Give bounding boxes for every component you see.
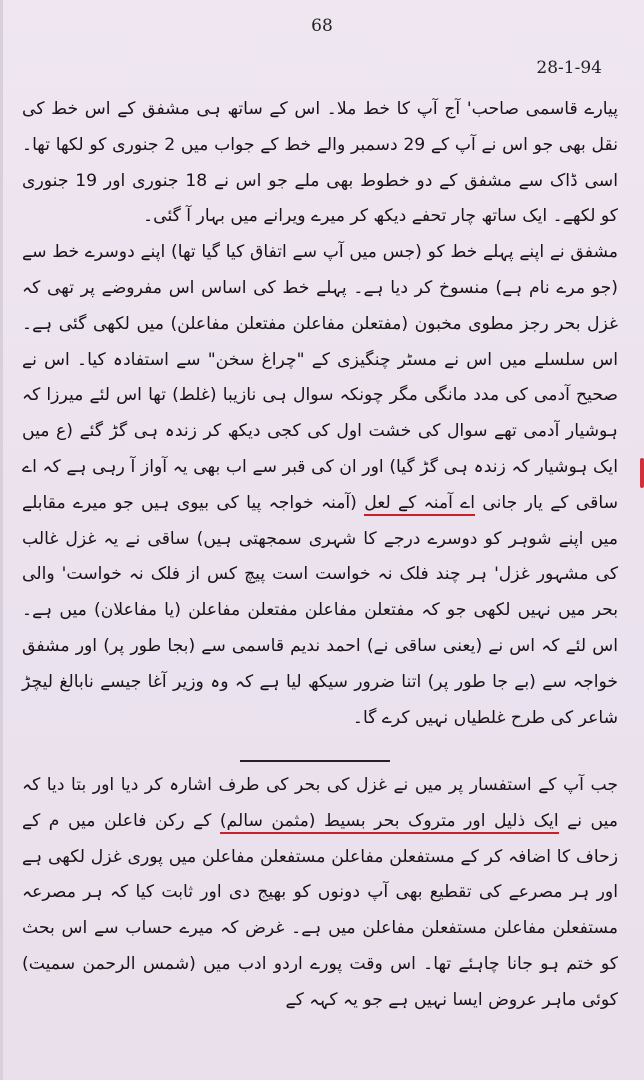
paragraph-greeting: پیارے قاسمی صاحب' آج آپ کا خط ملا۔ اس کے ساتھ ہی مشفق کے اس خط کی نقل بھی جو اس نے آپ کے 29 دسمبر والے خط کے جواب میں 2 جنوری کو لکھا تھا۔ اسی ڈاک سے مشفق کے دو خطوط بھی ملے جو اس نے 18 جنوری اور 19 جنوری کو لکھے۔ ایک ساتھ چار تحفے دیکھ کر میرے ویرانے میں بہار آ گئی۔	[22, 99, 619, 227]
paragraph-mushfiq-text: مشفق نے اپنے پہلے خط کو (جس میں آپ سے اتفاق کیا گیا تھا) اپنے دوسرے خط سے (جو مرے نام ہے) منسوخ کر دیا ہے۔ پہلے خط کی اساس اس مفروضے پر تھی کہ غزل بحر رجز مطوی مخبون (مفتعلن مفاعلن مفتعلن مفاعلن) میں لکھی گئی ہے۔ اس سلسلے میں اس نے مسٹر چنگیزی کے "چراغ سخن" سے استفادہ کیا۔ اس نے صحیح آدمی کی مدد مانگی مگر چونکہ سوال ہی نازیبا (غلط) تھا اس لئے میرزا کہ ہوشیار آدمی تھے سوال کی خشت اول کی کجی دیکھ کر زندہ ہی گڑ گئے (ع میں ایک ہوشیار کہ زندہ ہی گڑ گیا) اور ان کی قبر سے اب بھی یہ آواز آ رہی ہے کہ اے ساقی کے یار جانی	[22, 242, 618, 513]
paragraph-mushfiq	[22, 235, 618, 736]
paragraph-meter-head: جب آپ کے استفسار پر میں نے غزل کی بحر کی طرف اشارہ کر دیا اور بتا دیا کہ میں نے	[22, 775, 618, 831]
letter-body-part-2	[22, 768, 618, 1019]
page-number: 68	[311, 16, 333, 36]
letter-body-part-1	[22, 92, 618, 736]
underlined-phrase-2: ایک ذلیل اور متروک بحر بسیط (مثمن سالم)	[220, 811, 559, 834]
paragraph-mushfiq-tail: (آمنہ خواجہ پیا کی بیوی ہیں جو میرے مقابلے میں اپنے شوہر کو دوسرے درجے کا شہری سمجھتی ہیں) ساقی نے یہ غزل غالب کی مشہور غزل' ہر چند فلک نہ خواست است پیچ کس از فلک نہ خواست' والی بحر میں نہیں لکھی جو کہ مفتعلن مفاعلن مفتعلن مفاعلن (یا مفاعلان) میں ہے۔ اس لئے کہ اس نے (یعنی ساقی نے) احمد ندیم قاسمی سے (بجا طور پر) اور مشفق خواجہ سے (بے جا طور پر) اتنا ضرور سیکھ لیا ہے کہ وہ وزیر آغا جیسے نابالغ لیچڑ شاعر کی طرح غلطیاں نہیں کرے گا۔	[22, 492, 618, 728]
letter-date: 28-1-94	[536, 58, 602, 78]
scan-edge	[0, 0, 3, 1080]
section-divider	[240, 760, 390, 762]
margin-annotation-mark	[640, 458, 644, 488]
underlined-phrase: اے آمنہ کے لعل	[364, 493, 475, 516]
paragraph-meter-tail: کے رکن فاعلن میں م کے زحاف کا اضافہ کر کے مستفعلن مفاعلن مستفعلن مفاعلن میں پوری غزل لکھی ہے اور ہر مصرعے کی تقطیع بھی آپ دونوں کو بھیج دی اور ثابت کیا کہ ہر مصرعہ مستفعلن مفاعلن مستفعلن مفاعلن میں ہے۔ غرض کہ میرے حساب سے اس بحث کو ختم ہو جانا چاہئے تھا۔ اس وقت پورے اردو ادب میں (شمس الرحمن سمیت) کوئی ماہر عروض ایسا نہیں ہے جو یہ کہہ کے	[22, 810, 618, 1010]
paragraph-meter	[22, 768, 618, 1019]
